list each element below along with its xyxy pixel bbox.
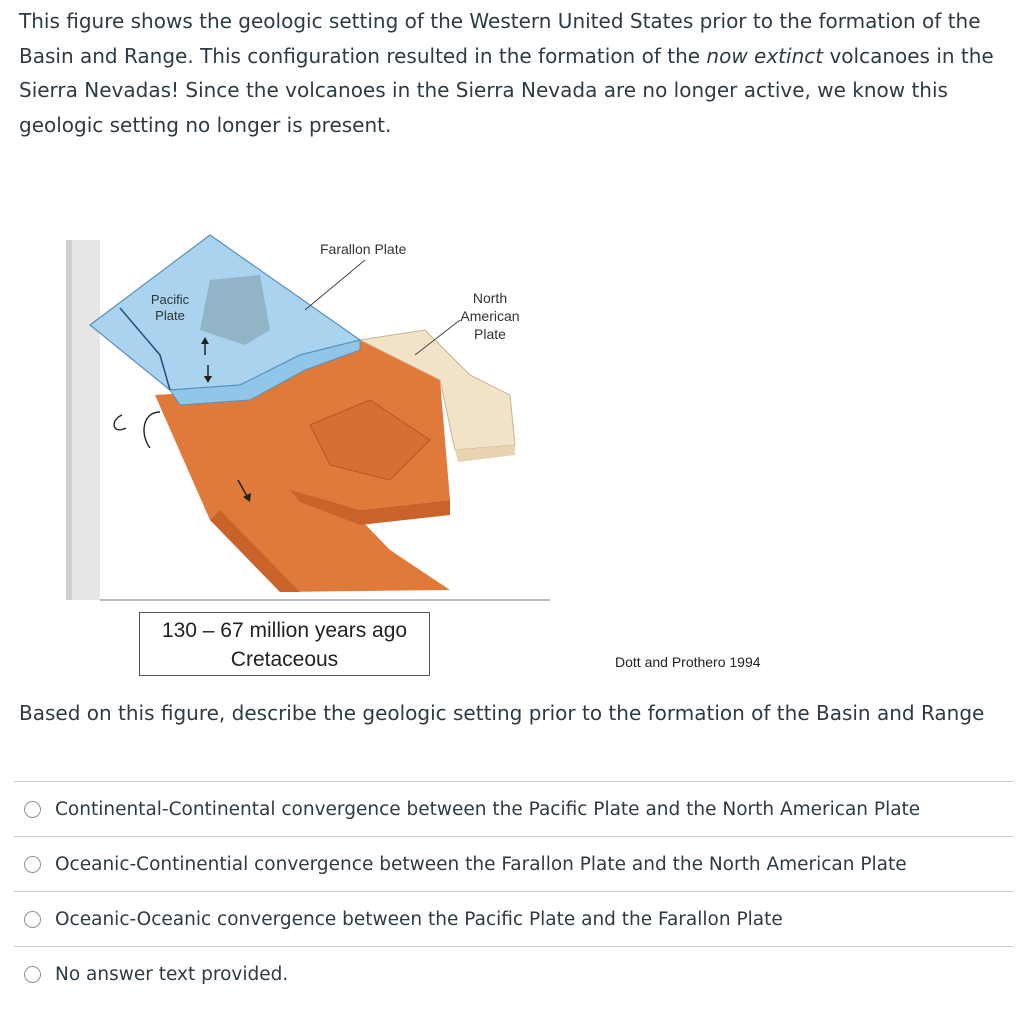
plate-tectonics-figure (60, 180, 800, 680)
farallon-plate-label: Farallon Plate (320, 241, 407, 257)
intro-paragraph (19, 4, 1009, 142)
north-american-label-line1: North (472, 290, 508, 306)
convection-curl-right (144, 412, 160, 448)
answer-option[interactable] (14, 836, 1013, 891)
pacific-plate-label-line1: Pacific (150, 292, 190, 307)
answer-label: No answer text provided. (55, 963, 289, 985)
figure-left-frame-edge (66, 240, 72, 600)
figure-time-caption (139, 612, 430, 676)
radio-button[interactable] (24, 801, 41, 818)
caption-period: Cretaceous (230, 648, 339, 671)
intro-text-part2: volcanoes in the Sierra Nevadas! Since the volcanoes in the Sierra Nevada are no longer active, we know this geologic setting no longer is present. (19, 43, 994, 137)
answer-option[interactable] (14, 781, 1013, 836)
radio-button[interactable] (24, 911, 41, 928)
figure-credit: Dott and Prothero 1994 (615, 654, 761, 670)
answer-label: Continental-Continental convergence between the Pacific Plate and the North American Plate (55, 798, 921, 820)
answer-list (14, 781, 1013, 1001)
answer-label: Oceanic-Continential convergence between the Farallon Plate and the North American Plate (55, 853, 907, 875)
pacific-plate-label-line2: Plate (155, 308, 185, 323)
radio-button[interactable] (24, 856, 41, 873)
question-text: Based on this figure, describe the geologic setting prior to the formation of the Basin and Range (19, 701, 985, 725)
answer-option[interactable] (14, 946, 1013, 1001)
answer-label: Oceanic-Oceanic convergence between the Pacific Plate and the Farallon Plate (55, 908, 783, 930)
convection-curl-left (114, 415, 126, 430)
figure-diagram (60, 180, 800, 680)
answer-option[interactable] (14, 891, 1013, 946)
north-american-label-line2: American (460, 308, 520, 324)
intro-text-part1: This figure shows the geologic setting of the Western United States prior to the formation of the Basin and Range. This configuration resulted in the formation of the (19, 9, 981, 68)
intro-emphasis: now extinct (706, 43, 824, 68)
north-american-label-line3: Plate (474, 326, 506, 342)
caption-age: 130 – 67 million years ago (161, 619, 408, 642)
radio-button[interactable] (24, 966, 41, 983)
farallon-leader-line (305, 260, 365, 310)
